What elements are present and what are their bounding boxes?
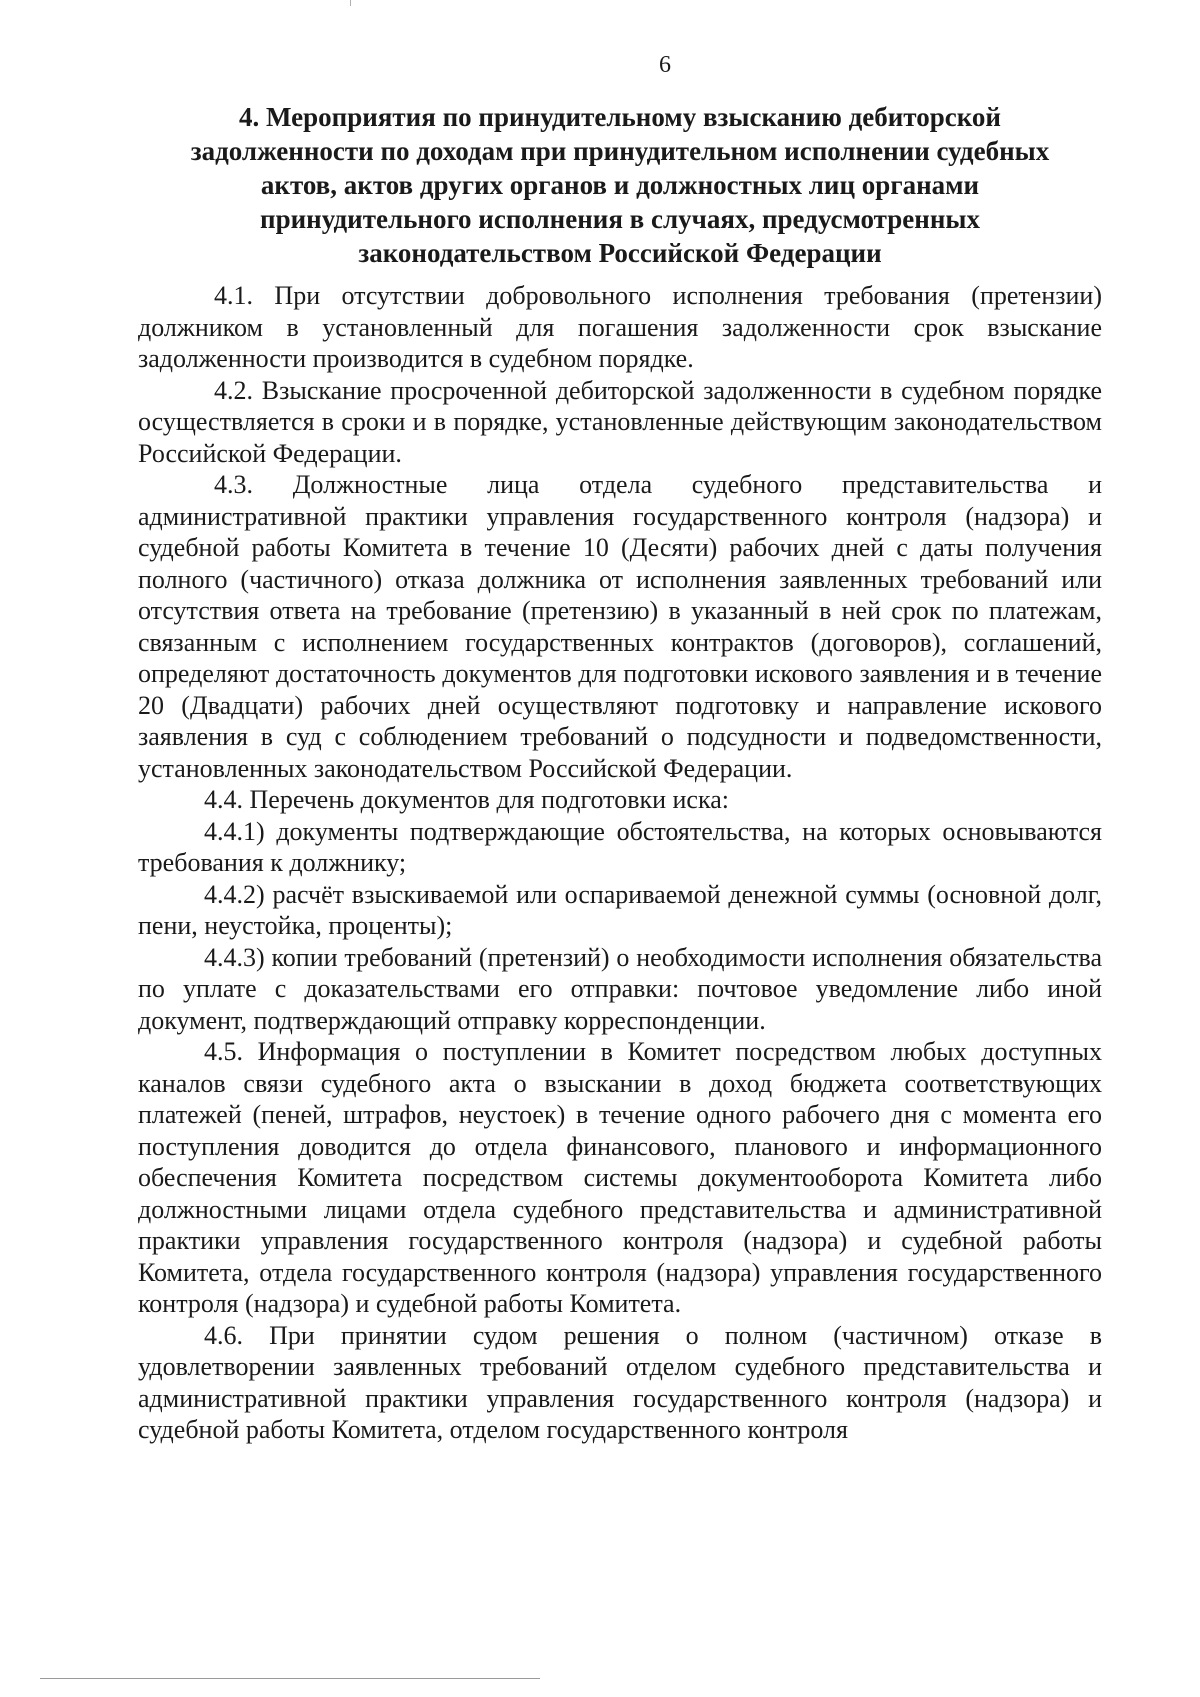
paragraph-4-4-1: 4.4.1) документы подтверждающие обстоятельства, на которых основываются требования к должнику;: [138, 816, 1102, 877]
paragraph-4-4-2: 4.4.2) расчёт взыскиваемой или оспариваемой денежной суммы (основной долг, пени, неустойка, проценты);: [138, 879, 1102, 940]
document-body: [138, 100, 1102, 1446]
paragraph-4-5: 4.5. Информация о поступлении в Комитет посредством любых доступных каналов связи судебного акта о взыскании в доход бюджета соответствующих платежей (пеней, штрафов, неустоек) в течение одного рабочего дня с момента его поступления доводится до отдела финансового, планового и информационного обеспечения Комитета посредством системы документооборота Комитета либо должностными лицами отдела судебного представительства и административной практики управления государственного контроля (надзора) и судебной работы Комитета, отдела государственного контроля (надзора) управления государственного контроля (надзора) и судебной работы Комитета.: [138, 1037, 1102, 1318]
paragraph-4-3: 4.3. Должностные лица отдела судебного представительства и административной практики управления государственного контроля (надзора) и судебной работы Комитета в течение 10 (Десяти) рабочих дней с даты получения полного (частичного) отказа должника от исполнения заявленных требований или отсутствия ответа на требование (претензию) в указанный в ней срок по платежам, связанным с исполнением государственных контрактов (договоров), соглашений, определяют достаточность документов для подготовки искового заявления и в течение 20 (Двадцати) рабочих дней осуществляют подготовку и направление искового заявления в суд с соблюдением требований о подсудности и подведомственности, установленных законодательством Российской Федерации.: [138, 470, 1102, 783]
page-number: 6: [659, 52, 671, 78]
paragraph-4-2: 4.2. Взыскание просроченной дебиторской задолженности в судебном порядке осуществляется в сроки и в порядке, установленные действующим законодательством Российской Федерации.: [138, 375, 1102, 468]
paragraph-4-4: 4.4. Перечень документов для подготовки иска:: [204, 785, 729, 814]
paragraph-4-1: 4.1. При отсутствии добровольного исполнения требования (претензии) должником в установленный для погашения задолженности срок взыскание задолженности производится в судебном порядке.: [138, 281, 1102, 373]
scan-edge-line: [40, 1678, 540, 1679]
section-title: 4. Мероприятия по принудительному взысканию дебиторской задолженности по доходам при принудительном исполнении судебных актов, актов других органов и должностных лиц органами принудительного исполнения в случаях, предусмотренных законодательством Российской Федерации: [190, 102, 1050, 268]
paragraph-4-4-3: 4.4.3) копии требований (претензий) о необходимости исполнения обязательства по уплате с доказательствами его отправки: почтовое уведомление либо иной документ, подтверждающий отправку корреспонденции.: [138, 942, 1102, 1035]
paragraph-4-6: 4.6. При принятии судом решения о полном (частичном) отказе в удовлетворении заявленных требований отделом судебного представительства и административной практики управления государственного контроля (надзора) и судебной работы Комитета, отделом государственного контроля: [138, 1320, 1102, 1444]
scan-artifact-mark: [350, 0, 351, 6]
